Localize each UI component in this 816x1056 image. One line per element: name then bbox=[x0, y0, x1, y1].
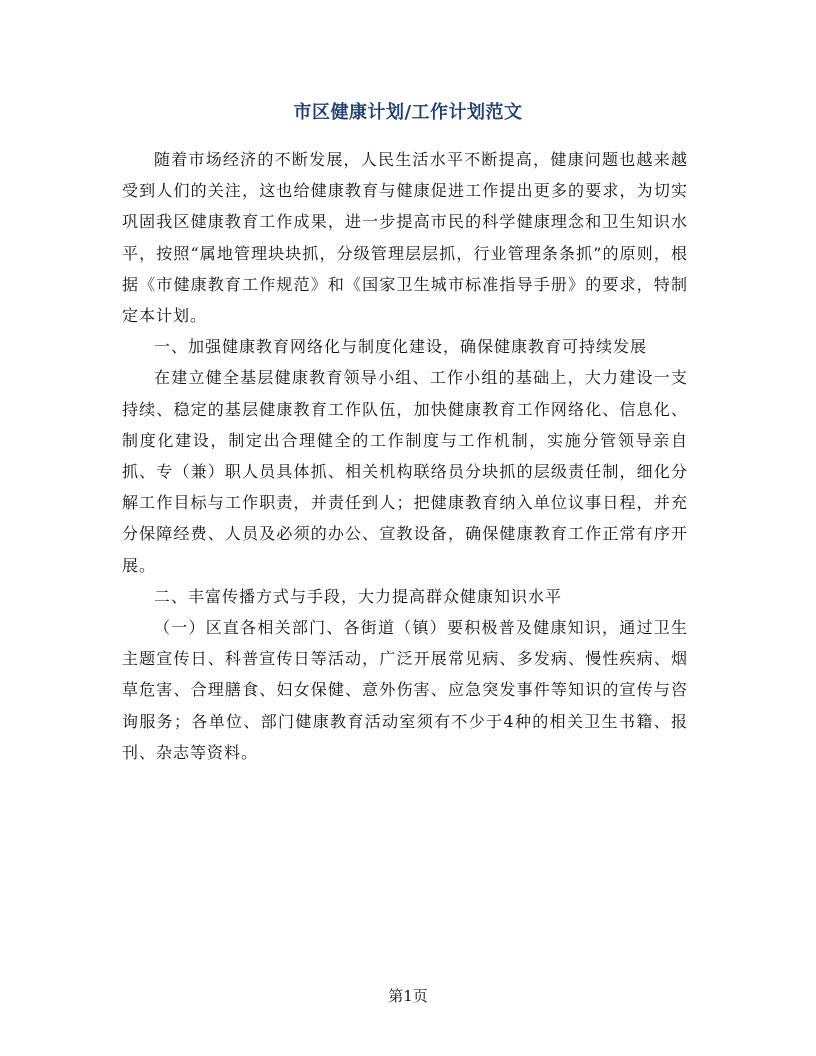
paragraph-section-2-item-1: （一）区直各相关部门、各街道（镇）要积极普及健康知识，通过卫生主题宣传日、科普宣传日等活动，广泛开展常见病、多发病、慢性疾病、烟草危害、合理膳食、妇女保健、意外伤害、应急突发事件等知识的宣传与咨询服务；各单位、部门健康教育活动室须有不少于4种的相关卫生书籍、报刊、杂志等资料。 bbox=[122, 618, 688, 762]
paragraph-section-1: 在建立健全基层健康教育领导小组、工作小组的基础上，大力建设一支持续、稳定的基层健康教育工作队伍，加快健康教育工作网络化、信息化、制度化建设，制定出合理健全的工作制度与工作机制，实施分管领导亲自抓、专（兼）职人员具体抓、相关机构联络员分块抓的层级责任制，细化分解工作目标与工作职责，并责任到人；把健康教育纳入单位议事日程，并充分保障经费、人员及必须的办公、宣教设备，确保健康教育工作正常有序开展。 bbox=[122, 368, 688, 575]
section-heading-2: 二、丰富传播方式与手段，大力提高群众健康知识水平 bbox=[154, 586, 563, 606]
section-heading-1: 一、加强健康教育网络化与制度化建设，确保健康教育可持续发展 bbox=[154, 337, 648, 357]
paragraph-intro: 随着市场经济的不断发展，人民生活水平不断提高，健康问题也越来越受到人们的关注，这也给健康教育与健康促进工作提出更多的要求，为切实巩固我区健康教育工作成果，进一步提高市民的科学健康理念和卫生知识水平，按照“属地管理块块抓，分级管理层层抓，行业管理条条抓”的原则，根据《市健康教育工作规范》和《国家卫生城市标准指导手册》的要求，特制定本计划。 bbox=[122, 150, 688, 326]
page-number: 第1页 bbox=[388, 987, 428, 1005]
document-title: 市区健康计划/工作计划范文 bbox=[293, 102, 523, 123]
document-body bbox=[122, 144, 688, 768]
